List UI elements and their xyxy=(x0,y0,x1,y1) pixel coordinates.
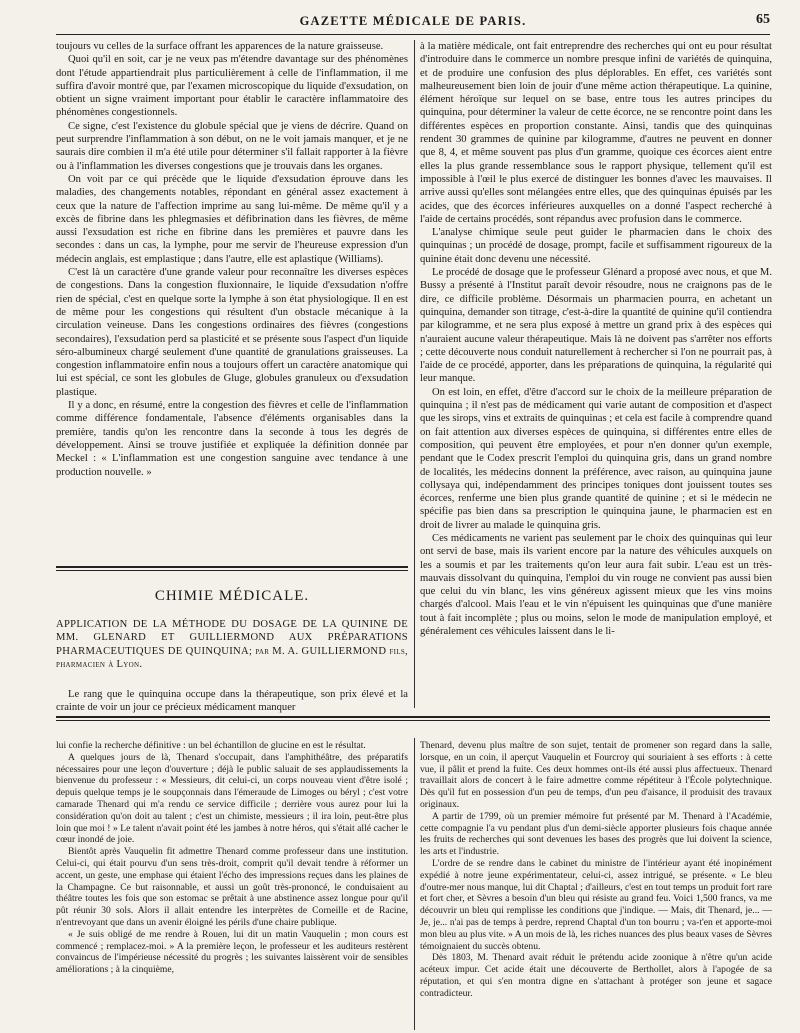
page-header xyxy=(56,10,770,32)
left-column xyxy=(56,40,408,600)
feuilleton-right-column xyxy=(420,740,772,1030)
paragraph: On voit par ce qui précède que le liquide d'exsudation éprouve dans les maladies, des changements notables, répondant en général assez exactement à ceux que la nature de l'affection imprime au sang lui-même. De même qu'il y a excès de fibrine dans les phlegmasies et défibrination dans les fièvres, de même aussi l'exsudation est riche en fibrine dans les premières et pauvre dans les secondes : dans un cas, la lymphe, pour me servir de l'heureuse expression d'un médecin anglais, est emplastique ; dans l'autre, elle est aplastique (Williams). xyxy=(56,173,408,265)
paragraph: Dès 1803, M. Thenard avait réduit le prétendu acide zoonique à n'être qu'un acide acéteux impur. Cet acide était une découverte de Berthollet, alors à l'apogée de sa réputation, et qui s'en montra digne en s'attachant à protéger son jeune et sagace contradicteur. xyxy=(420,952,772,999)
feuilleton-rule xyxy=(56,716,770,718)
paragraph: A partir de 1799, où un premier mémoire fut présenté par M. Thenard à l'Académie, cette compagnie l'a vu pendant plus d'un demi-siècle apporter plusieurs fois chaque année les fruits de recherches qui sont devenues les bases des progrès que lui doivent la science, les arts et l'industrie. xyxy=(420,810,772,858)
article-heading-text: APPLICATION DE LA MÉTHODE DU DOSAGE DE LA QUININE DE MM. GLENARD ET GUILLIERMOND AUX PRÉPARATIONS PHARMACEUTIQUES DE QUINQUINA; par M. A. GUILLIERMOND fils, pharmacien à Lyon. xyxy=(56,619,408,670)
header-rule xyxy=(56,34,770,35)
paragraph: Thenard, devenu plus maître de son sujet, tentait de promener son regard dans la salle, lorsque, en un coin, il aperçut Vauquelin et Fourcroy qui souriaient à ses efforts : à cette vue, il pâlit et prend la fuite. Ces deux hommes ont-ils été aussi plus affectueux. Thenard travaillait alors de concert à le faire admettre comme répétiteur à l'École polytechnique. Dès qu'il fut en possession d'un peu de temps, d'un peu d'aisance, il produisit des travaux originaux. xyxy=(420,740,772,810)
paragraph: Ces médicaments ne varient pas seulement par le choix des quinquinas qui leur ont servi de base, mais ils varient encore par la nature des véhicules auxquels on les a soumis et par les traitements qu'on leur aura fait subir. L'eau est un très-mauvais dissolvant du quinquina, l'emploi du vin rouge ne convient pas aussi bien que celui du vin blanc, les vins généreux agissent mieux que les vins moins chargés d'alcool. Mais l'eau et le vin n'épuisent les quinquinas que d'une manière tout à fait incomplète ; plus ou moins, selon le mode de manipulation employé, et généralement ces véhicules laissent dans le li- xyxy=(420,532,772,638)
paragraph: toujours vu celles de la surface offrant les apparences de la nature graisseuse. xyxy=(56,41,384,52)
paragraph: A quelques jours de là, Thenard s'occupait, dans l'amphithéâtre, des préparatifs nécessaires pour une leçon d'ouverture ; déjà le public saluait de ses applaudissements la bienvenue du professeur : « Messieurs, dit celui-ci, un corps nouveau vient d'être isolé ; depuis quelque temps je le soupçonnais dans l'émeraude de Limoges ou béryl ; c'est votre camarade Thenard qui m'a rendu ce service difficile ; derrière vous aurez pour lui la considération qu'on doit au talent ; c'est un chimiste, messieurs ; il ira loin, peut-être plus loin que moi ! » Le talent n'avait point été les jambes à notre héros, qui s'était allé cacher le cœur inondé de joie. xyxy=(56,751,408,846)
right-column xyxy=(420,40,772,708)
section-title: CHIMIE MÉDICALE. xyxy=(154,588,310,604)
paragraph: L'analyse chimique seule peut guider le pharmacien dans le choix des quinquinas ; un procédé de dosage, prompt, facile et suffisamment rigoureux de la quinine était donc devenu une nécessité. xyxy=(420,227,772,265)
section-rule xyxy=(56,566,408,568)
feuilleton-left-column xyxy=(56,740,408,1030)
journal-title: GAZETTE MÉDICALE DE PARIS. xyxy=(299,14,527,28)
paragraph: On est loin, en effet, d'être d'accord sur le choix de la meilleure préparation de quinquina ; il n'est pas de médicament qui varie autant de composition et d'aspect que les sirops, vins et extraits de quinquinas ; et cela est facile à comprendre quand on fait attention aux diverses espèces de quinquina, si différentes entre elles de composition, qui peuvent être employées, et pour n'en donner qu'un exemple, pendant que le Codex prescrit l'emploi du quinquina gris, dans un grand nombre de localités, les médecins donnent la préférence, avec raison, au quinquina jaune collysaya qui, indépendamment des principes toniques dont jouissent toutes ses écorces, renferme une bien plus grande quantité de quinine ; et si le médecin ne spécifie pas bien dans sa prescription le quinquina jaune, le pharmacien est en droit de livrer au malade le quinquina gris. xyxy=(420,386,772,531)
paragraph: Il y a donc, en résumé, entre la congestion des fièvres et celle de l'inflammation comme différence fondamentale, l'absence d'éléments organisables dans la première, tandis qu'on les rencontre dans la seconde à tous les degrés de développement. Ainsi se trouve justifiée et expliquée la définition donnée par Meckel : « L'inflammation est une congestion sanguine avec tendance à une production nouvelle. » xyxy=(56,400,408,478)
paragraph: « Je suis obligé de me rendre à Rouen, lui dit un matin Vauquelin ; mon cours est commencé ; remplacez-moi. » A la première leçon, le professeur et les auditeurs restèrent convaincus de l'impérieuse nécessité du progrès ; les suivantes laissèrent voir de sensibles améliorations ; à la cinquième, xyxy=(56,928,408,976)
feuilleton-rule xyxy=(56,720,770,721)
paragraph: à la matière médicale, ont fait entreprendre des recherches qui ont eu pour résultat d'introduire dans le commerce un nombre presque infini de variétés de quinquina, et de produire une confusion des plus déplorables. En effet, ces variétés sont malheureusement bien loin de jouir d'une même action thérapeutique. La quinine, élément héroïque sur lequel on se base, entre tous les autres principes du quinquina, pour déterminer la valeur de cette écorce, ne se rencontre point dans les différentes espèces en proportion constante. Ainsi, tandis que des quinquinas rendent 30 grammes de quinine par kilogramme, d'autres ne peuvent en donner que 8, 4, et même souvent pas plus d'un gramme, quoique ces écorces aient entre elles la plus grande ressemblance sous le rapport physique, tellement qu'il est impossible à l'œil le plus exercé de distinguer les bonnes d'avec les mauvaises. Il arrive aussi qu'elles sont mélangées entre elles, que des quinquinas épuisés par les acides, que des écorces inférieures auxquelles on a donné l'aspect recherché à l'aide de certains procédés, sont répandus avec profusion dans le commerce. xyxy=(420,41,772,225)
paragraph: L'ordre de se rendre dans le cabinet du ministre de l'intérieur ayant été inopinément expédié à notre jeune expérimentateur, celui-ci, assez intrigué, se présente. « Le bleu d'outre-mer nous manque, lui dit Chaptal ; d'ailleurs, c'est en tout temps un produit fort rare et fort cher, et Sèvres a besoin d'un bleu qui résiste au grand feu. Voici 1,500 francs, va me découvrir un bleu qui remplisse les conditions que j'indique. — Mais, dit Thenard, je... — Je, je... n'ai pas de temps à perdre, reprend Chaptal d'un ton bourru ; va-t'en et apporte-moi mon bleu au plus vite. » A un mois de là, les riches nuances des plus beaux vases de Sèvres témoignaient du succès obtenu. xyxy=(420,857,772,952)
section-rule xyxy=(56,570,408,571)
paragraph: C'est là un caractère d'une grande valeur pour reconnaître les diverses espèces de congestions. Dans la congestion fluxionnaire, le liquide d'exsudation n'offre rien de spécial, c'est en quelque sorte la lymphe à son état physiologique. Il en est de même pour les congestions qui résultent d'un obstacle mécanique à la circulation veineuse. Dans les congestions ordinaires des fièvres (congestions secondaires), l'exsudation perd sa plasticité et se présente sous l'aspect d'un liquide séro-albumineux chargé seulement d'une quantité de granulations graisseuses. La congestion inflammatoire enfin nous a toujours offert un caractère anatomique qui lui est spécial, ce sont les globules de Gluge, globules granuleux ou d'exsudation plastique. xyxy=(56,267,408,398)
column-divider xyxy=(414,40,415,708)
article-body-start xyxy=(56,688,408,715)
page-number: 65 xyxy=(756,12,770,27)
column-divider xyxy=(414,738,415,1030)
paragraph: Bientôt après Vauquelin fit admettre Thenard comme professeur dans une institution. Celui-ci, qui était pourvu d'un sens très-droit, comprit qu'il devait tendre à réformer un accent, un geste, une emphase qui étaient l'écho des impressions reçues dans les plaines de la Champagne. Ce but raisonnable, et aussi un goût très-prononcé, le conduisaient au théâtre toutes les fois que son estomac se prêtait à une abstinence assez longue pour qu'il pût réunir 30 sols. Alors il allait entendre les interprètes de Corneille et de Racine, n'entrevoyant que dans un avenir éloigné les périls d'une chaire publique. xyxy=(56,846,408,928)
article-heading xyxy=(56,618,408,671)
paragraph: Quoi qu'il en soit, car je ne veux pas m'étendre davantage sur des phénomènes dont l'étude appartiendrait plus particulièrement à celle de l'inflammation, il me suffira d'avoir montré que, par l'examen microscopique du liquide d'exsudation, on obtient un signe vraiment important pour établir le caractère inflammatoire des phénomènes congestionnels. xyxy=(56,54,408,119)
paragraph: Ce signe, c'est l'existence du globule spécial que je viens de décrire. Quand on peut surprendre l'inflammation à son début, on ne le voit jamais manquer, et je ne saurais dire combien il m'a été utile pour déterminer s'il fallait rapporter à la fièvre ou à l'inflammation les diverses congestions que je trouvais dans les organes. xyxy=(56,120,408,172)
paragraph: Le procédé de dosage que le professeur Glénard a proposé avec nous, et que M. Bussy a présenté à l'Institut paraît devoir résoudre, nous ne craignons pas de le dire, ce difficile problème. Désormais un pharmacien pourra, en achetant un quinquina, demander son titrage, c'est-à-dire la quantité de quinine qu'il contiendra par kilogramme, et ne sera plus exposé à mettre un grand prix à des espèces qui n'auraient aucune valeur thérapeutique. Mais là ne doivent pas s'arrêter nos efforts ; cette découverte nous conduit naturellement à rechercher si l'on ne pourrait pas, à l'aide de ce procédé, apporter, dans les préparations de quinquina, la régularité qui leur manque. xyxy=(420,267,772,385)
paragraph: Le rang que le quinquina occupe dans la thérapeutique, son prix élevé et la crainte de voir un jour ce précieux médicament manquer xyxy=(56,689,408,714)
paragraph: lui confie la recherche définitive : un bel échantillon de glucine en est le résultat. xyxy=(56,740,366,751)
